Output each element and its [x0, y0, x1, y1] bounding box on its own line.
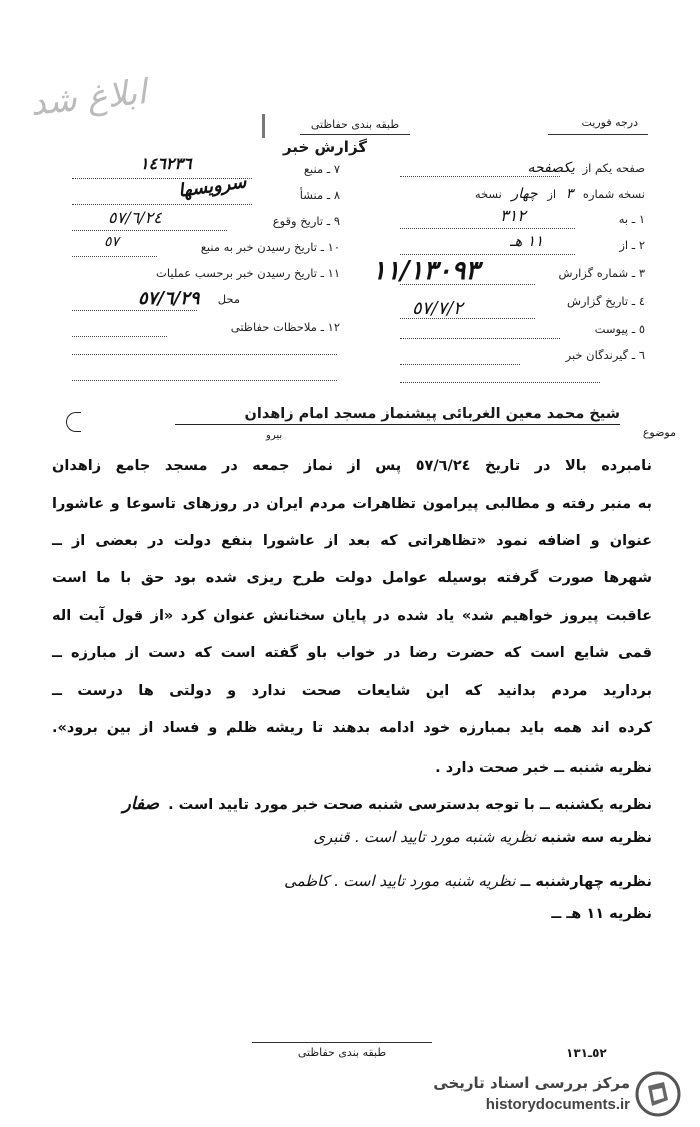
right-item-4-dots — [400, 318, 535, 319]
archive-logo-icon — [634, 1070, 682, 1118]
body-line-4: شهرها صورت گرفته بوسیله عوامل دولت طرح ریزی شده بود حق با ما است — [52, 570, 652, 586]
urgency-label: درجه فوریت — [581, 116, 638, 129]
item-number: ٩ ـ — [326, 214, 340, 228]
item-label: ملاحظات حفاظتی — [230, 320, 317, 334]
body-line-6: قمی شایع است که حضرت رضا در خواب باو گفته است که دست از مبارزه ــ — [52, 645, 652, 661]
right-item-6-dots-2 — [400, 382, 600, 383]
right-item-6 — [525, 348, 645, 362]
item-number: ١٢ ـ — [320, 320, 340, 334]
page-label: صفحه یکم از — [582, 161, 645, 175]
urgency-line — [548, 134, 648, 135]
right-item-6-dots-1 — [400, 364, 520, 365]
left-notes-dots-2 — [72, 380, 337, 381]
classification-top: طبقه بندی حفاظتی — [310, 118, 400, 131]
left-item-7-value: ١٤٦٢٣٦ — [140, 154, 192, 173]
opinion-saturday — [435, 760, 652, 776]
left-item-8-dots — [72, 204, 252, 205]
opinion-label: نظریه شنبه ــ — [554, 760, 652, 776]
top-left-scribble: ابلاغ شد — [28, 72, 149, 124]
left-item-place — [200, 292, 240, 306]
page-value: یکصفحه — [527, 160, 575, 176]
item-number: ٣ ـ — [631, 266, 645, 280]
left-item-9-dots — [72, 230, 227, 231]
copy-number-field — [385, 186, 645, 202]
item-label: تاریخ رسیدن خبر برحسب عملیات — [156, 266, 317, 280]
left-item-place-value: ٥٧/٦/٢٩ — [138, 288, 200, 309]
page-of-field — [405, 160, 645, 176]
right-item-3-value: ١١/١٣٠٩٣ — [372, 256, 480, 286]
form-code: ٥٢ـ١٣١ — [566, 1046, 607, 1060]
right-item-1-value: ٣١٢ — [500, 206, 526, 225]
left-notes-dots-1 — [72, 354, 337, 355]
right-item-5 — [535, 322, 645, 336]
item-label: محل — [217, 292, 240, 306]
body-line-5: عاقبت پیروز خواهیم شد» یاد شده در پایان سخنانش عنوان کرد «از قول آیت اله — [52, 608, 652, 624]
opinion-text: نظریه شنبه مورد تایید است . قنبری — [313, 828, 537, 846]
item-number: ٨ ـ — [326, 188, 340, 202]
left-item-7 — [255, 162, 340, 176]
right-item-5-dots — [400, 338, 560, 339]
left-item-place-dots — [72, 310, 197, 311]
right-item-2 — [575, 238, 645, 252]
footer-rule — [252, 1042, 432, 1043]
opinion-label: نظریه ١١ هـ ــ — [551, 906, 652, 922]
watermark-url: historydocuments.ir — [485, 1096, 630, 1113]
right-item-4 — [535, 294, 645, 308]
opinion-label: نظریه سه شنبه — [541, 830, 652, 846]
item-label: تاریخ وقوع — [272, 214, 324, 228]
item-number: ١٠ ـ — [320, 240, 340, 254]
opinion-tuesday — [313, 828, 652, 846]
classification-bottom: طبقه بندی حفاظتی — [297, 1046, 387, 1059]
item-label: تاریخ رسیدن خبر به منبع — [200, 240, 317, 254]
body-line-1: نامبرده بالا در تاریخ ٥٧/٦/٢٤ پس از نماز جمعه در مسجد جامع زاهدان — [52, 458, 652, 474]
left-item-9-value: ٥٧/٦/٢٤ — [108, 208, 162, 227]
copy-label: نسخه شماره — [582, 187, 645, 201]
right-item-1-dots — [400, 228, 575, 229]
item-label: تاریخ گزارش — [566, 294, 629, 308]
item-number: ٧ ـ — [326, 162, 340, 176]
left-item-10 — [160, 240, 340, 254]
body-line-7: بردارید مردم بدانید که این شایعات صحت ندارد و دولتی ها درست ــ — [52, 683, 652, 699]
copy-of: از — [547, 187, 557, 201]
left-item-11 — [72, 266, 340, 280]
left-item-10-dots — [72, 256, 157, 257]
left-item-12-dots — [72, 336, 167, 337]
item-label: منشأ — [299, 188, 324, 202]
right-item-2-value: ١١ هـ — [510, 232, 544, 250]
opinion-text: با توجه بدسترسی شنبه صحت خبر مورد تایید است . — [168, 797, 535, 813]
subject-label: موضوع — [642, 426, 676, 439]
opinion-11h — [551, 906, 652, 922]
left-item-8-value: سرویسها — [176, 171, 248, 202]
copy-value: ٣ — [565, 186, 574, 202]
item-label: گیرندگان خبر — [565, 348, 629, 362]
opinion-wednesday — [284, 872, 652, 890]
item-number: ٢ ـ — [631, 238, 645, 252]
report-title: گزارش خبر — [282, 138, 368, 156]
watermark-title: مرکز بررسی اسناد تاریخی — [433, 1074, 630, 1092]
left-item-12 — [170, 320, 340, 334]
margin-mark — [262, 114, 265, 138]
page-of-dots — [400, 176, 560, 177]
subject-note: بیرو — [266, 430, 283, 441]
item-label: پیوست — [594, 322, 629, 336]
opinion-sunday — [123, 794, 652, 814]
left-item-10-value: ٥٧ — [104, 234, 120, 250]
right-item-2-dots — [400, 254, 575, 255]
classification-top-underline — [300, 134, 410, 135]
item-number: ٦ ـ — [631, 348, 645, 362]
opinion-label: نظریه چهارشنبه ــ — [520, 874, 652, 890]
item-label: شماره گزارش — [558, 266, 629, 280]
right-item-1 — [575, 212, 645, 226]
opinion-text: نظریه شنبه مورد تایید است . کاظمی — [284, 872, 516, 890]
item-label: منبع — [303, 162, 324, 176]
watermark — [418, 1068, 690, 1122]
item-number: ٤ ـ — [631, 294, 645, 308]
item-label: از — [619, 238, 629, 252]
body-line-2: به منبر رفته و مطالبی پیرامون تظاهرات مردم ایران در روزهای تاسوعا و عاشورا — [52, 496, 652, 512]
copy-total: چهار — [511, 186, 538, 202]
right-item-3 — [535, 266, 645, 280]
right-item-3-dots — [400, 284, 535, 285]
right-item-4-value: ٥٧/٧/٢ — [412, 298, 463, 319]
copy-suffix: نسخه — [474, 187, 502, 201]
item-number: ٥ ـ — [631, 322, 645, 336]
left-item-9 — [230, 214, 340, 228]
item-number: ١ ـ — [631, 212, 645, 226]
body-line-8: کرده اند همه باید بمبارزه خود ادامه بدهند تا ریشه ظلم و فساد از بین برود». — [52, 720, 652, 736]
opinion-label: نظریه یکشنبه ــ — [539, 797, 652, 813]
item-number: ١١ ـ — [320, 266, 340, 280]
body-line-3: عنوان و اضافه نمود «تظاهراتی که بعد از عاشورا بنفع دولت در بعضی از ــ — [52, 533, 652, 549]
subject-bracket — [66, 412, 81, 432]
opinion-text: خبر صحت دارد . — [435, 760, 550, 776]
opinion-signature: صفار — [122, 794, 160, 814]
item-label: به — [618, 212, 629, 226]
subject-text: شیخ محمد معین الغربائی پیشنماز مسجد امام زاهدان — [175, 406, 620, 425]
left-item-8 — [255, 188, 340, 202]
